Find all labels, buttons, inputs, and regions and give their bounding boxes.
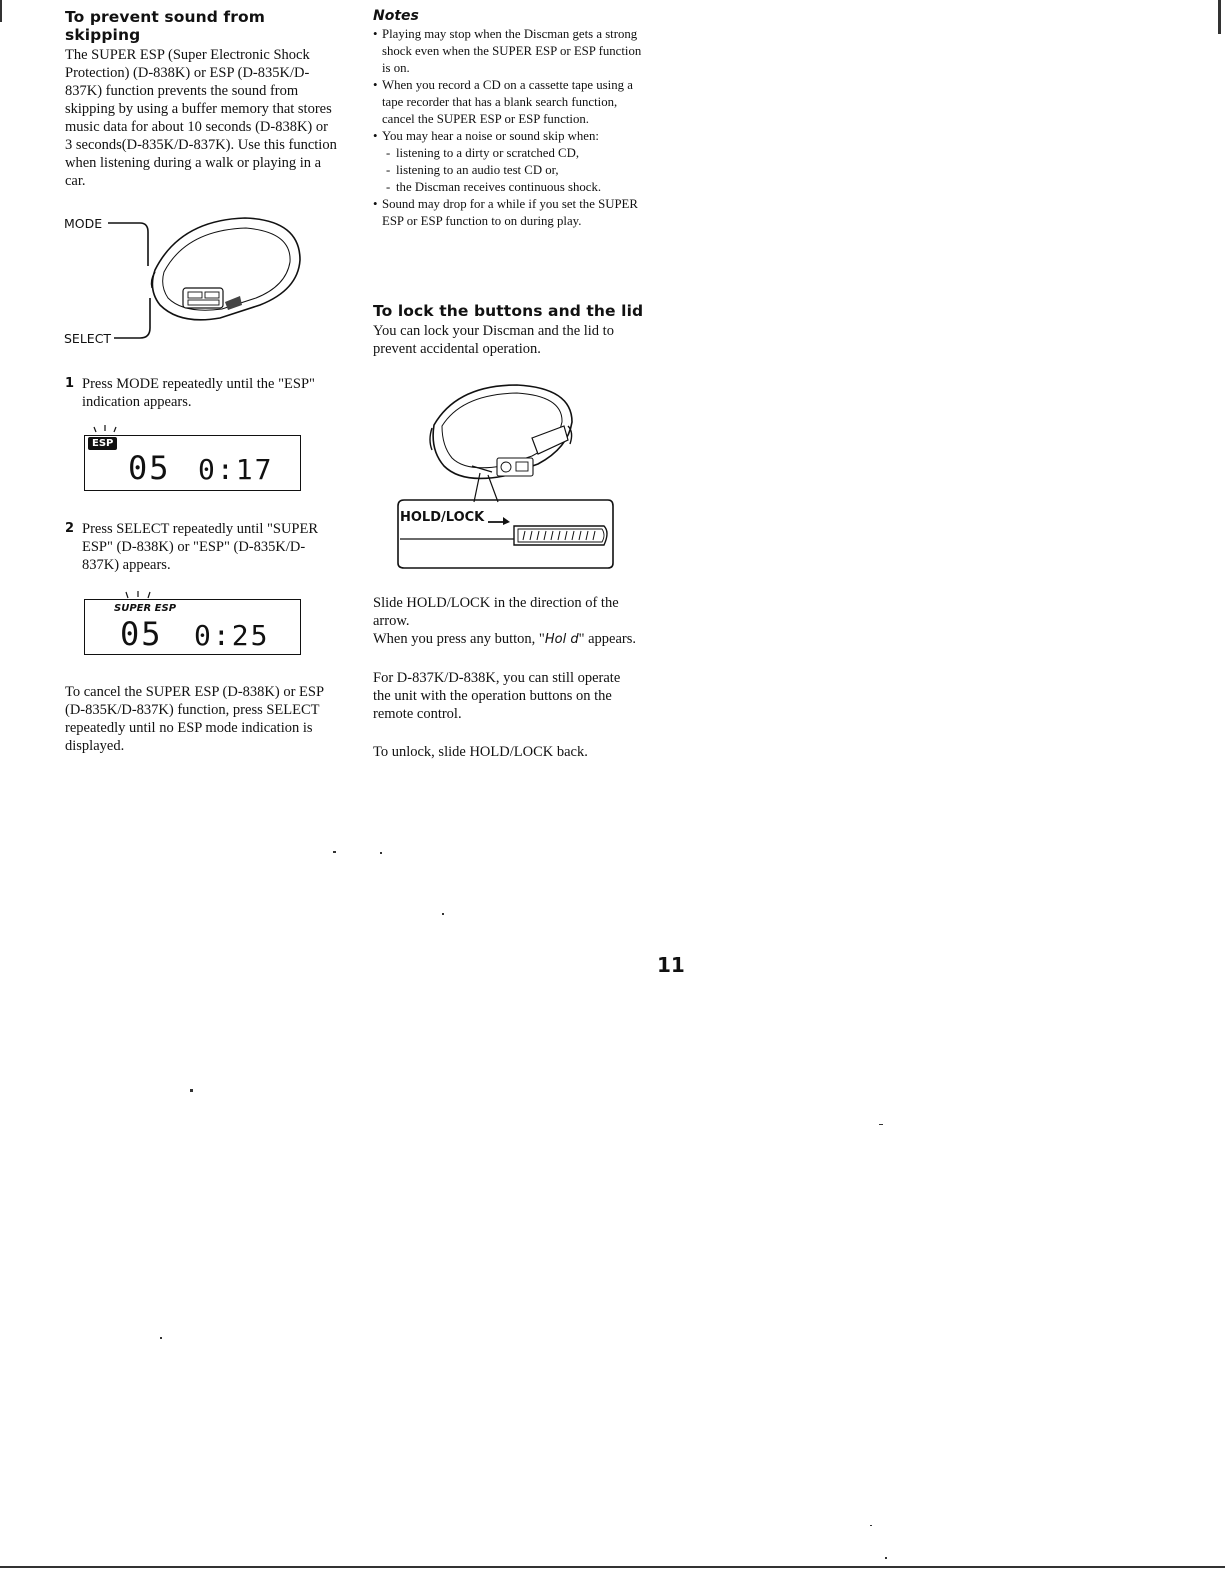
speck bbox=[885, 1557, 887, 1559]
step-1 bbox=[65, 375, 335, 411]
hold-instructions bbox=[373, 594, 643, 761]
cancel-block bbox=[65, 683, 330, 755]
lcd-super-esp-display bbox=[80, 590, 305, 660]
slide-text: Slide HOLD/LOCK in the direction of the arrow. bbox=[373, 595, 619, 629]
lcd2-time: 0:25 bbox=[194, 619, 270, 652]
scan-bottom-line bbox=[0, 1566, 1225, 1568]
note-subitem: - listening to a dirty or scratched CD, bbox=[386, 145, 643, 162]
lcd-esp-display bbox=[72, 424, 304, 494]
super-esp-badge: SUPER ESP bbox=[114, 603, 177, 614]
left-column bbox=[65, 8, 345, 190]
lcd2-track: 05 bbox=[120, 615, 163, 653]
step-2-text: Press SELECT repeatedly until "SUPER ESP" (D-838K) or "ESP" (D-835K/D-837K) appears. bbox=[82, 521, 319, 573]
note-item: • When you record a CD on a cassette tape using a tape recorder that has a blank search function, cancel the SUPER ESP or ESP function. bbox=[373, 77, 643, 128]
unlock-text: To unlock, slide HOLD/LOCK back. bbox=[373, 744, 588, 760]
discman-hold-drawing bbox=[392, 380, 617, 575]
remote-text: For D-837K/D-838K, you can still operate the unit with the operation buttons on the remote control. bbox=[373, 670, 621, 722]
step-2-number: 2 bbox=[65, 521, 75, 536]
speck bbox=[879, 1124, 883, 1125]
hold-display-text: Hol d bbox=[544, 632, 579, 647]
lcd1-time: 0:17 bbox=[198, 453, 274, 486]
notes-heading: Notes bbox=[373, 8, 419, 24]
lock-section bbox=[373, 302, 653, 358]
step-1-text: Press MODE repeatedly until the "ESP" indication appears. bbox=[82, 376, 315, 410]
hold-lock-illustration bbox=[392, 380, 617, 575]
mode-label: MODE bbox=[64, 216, 103, 231]
page-number: 11 bbox=[657, 953, 685, 977]
cancel-text: To cancel the SUPER ESP (D-838K) or ESP (D-835K/D-837K) function, press SELECT repeatedly until no ESP mode indication is displayed. bbox=[65, 684, 324, 754]
esp-badge: ESP bbox=[88, 437, 117, 450]
speck bbox=[380, 852, 382, 854]
note-item: • You may hear a noise or sound skip when: - listening to a dirty or scratched CD, - listening to an audio test CD or, - the Discman receives continuous shock. bbox=[373, 128, 643, 196]
step-1-number: 1 bbox=[65, 376, 75, 391]
hold-lock-label: HOLD/LOCK bbox=[400, 510, 485, 525]
skip-intro: The SUPER ESP (Super Electronic Shock Protection) (D-838K) or ESP (D-835K/D-837K) function prevents the sound from skipping by using a buffer memory that stores music data for about 10 seconds (D-838K) or 3 seconds(D-835K/D-837K). Use this function when listening during a walk or playing in a car. bbox=[65, 47, 337, 189]
note-subitem: - listening to an audio test CD or, bbox=[386, 162, 643, 179]
note-item: • Playing may stop when the Discman gets a strong shock even when the SUPER ESP or ESP function is on. bbox=[373, 26, 643, 77]
lcd1-track: 05 bbox=[128, 449, 171, 487]
right-column bbox=[373, 8, 653, 230]
lock-heading: To lock the buttons and the lid bbox=[373, 302, 644, 320]
skip-heading: To prevent sound from skipping bbox=[65, 8, 265, 44]
lock-intro: You can lock your Discman and the lid to prevent accidental operation. bbox=[373, 323, 614, 357]
speck bbox=[160, 1337, 162, 1339]
notes-list bbox=[373, 26, 643, 230]
note-item: • Sound may drop for a while if you set the SUPER ESP or ESP function to on during play. bbox=[373, 196, 643, 230]
note-subitem: - the Discman receives continuous shock. bbox=[386, 179, 643, 196]
speck bbox=[333, 851, 336, 853]
speck bbox=[190, 1089, 193, 1092]
discman-mode-select-illustration bbox=[60, 210, 320, 350]
select-label: SELECT bbox=[64, 331, 112, 346]
blink-marks bbox=[86, 424, 126, 438]
discman-drawing bbox=[60, 210, 320, 350]
speck bbox=[870, 1525, 872, 1526]
blink-marks-2 bbox=[120, 590, 160, 602]
step-2 bbox=[65, 520, 335, 574]
scan-edge-mark bbox=[0, 0, 2, 22]
speck bbox=[442, 913, 444, 915]
scan-edge-mark bbox=[1218, 0, 1221, 34]
press-text: When you press any button, "Hol d" appears. bbox=[373, 631, 637, 647]
